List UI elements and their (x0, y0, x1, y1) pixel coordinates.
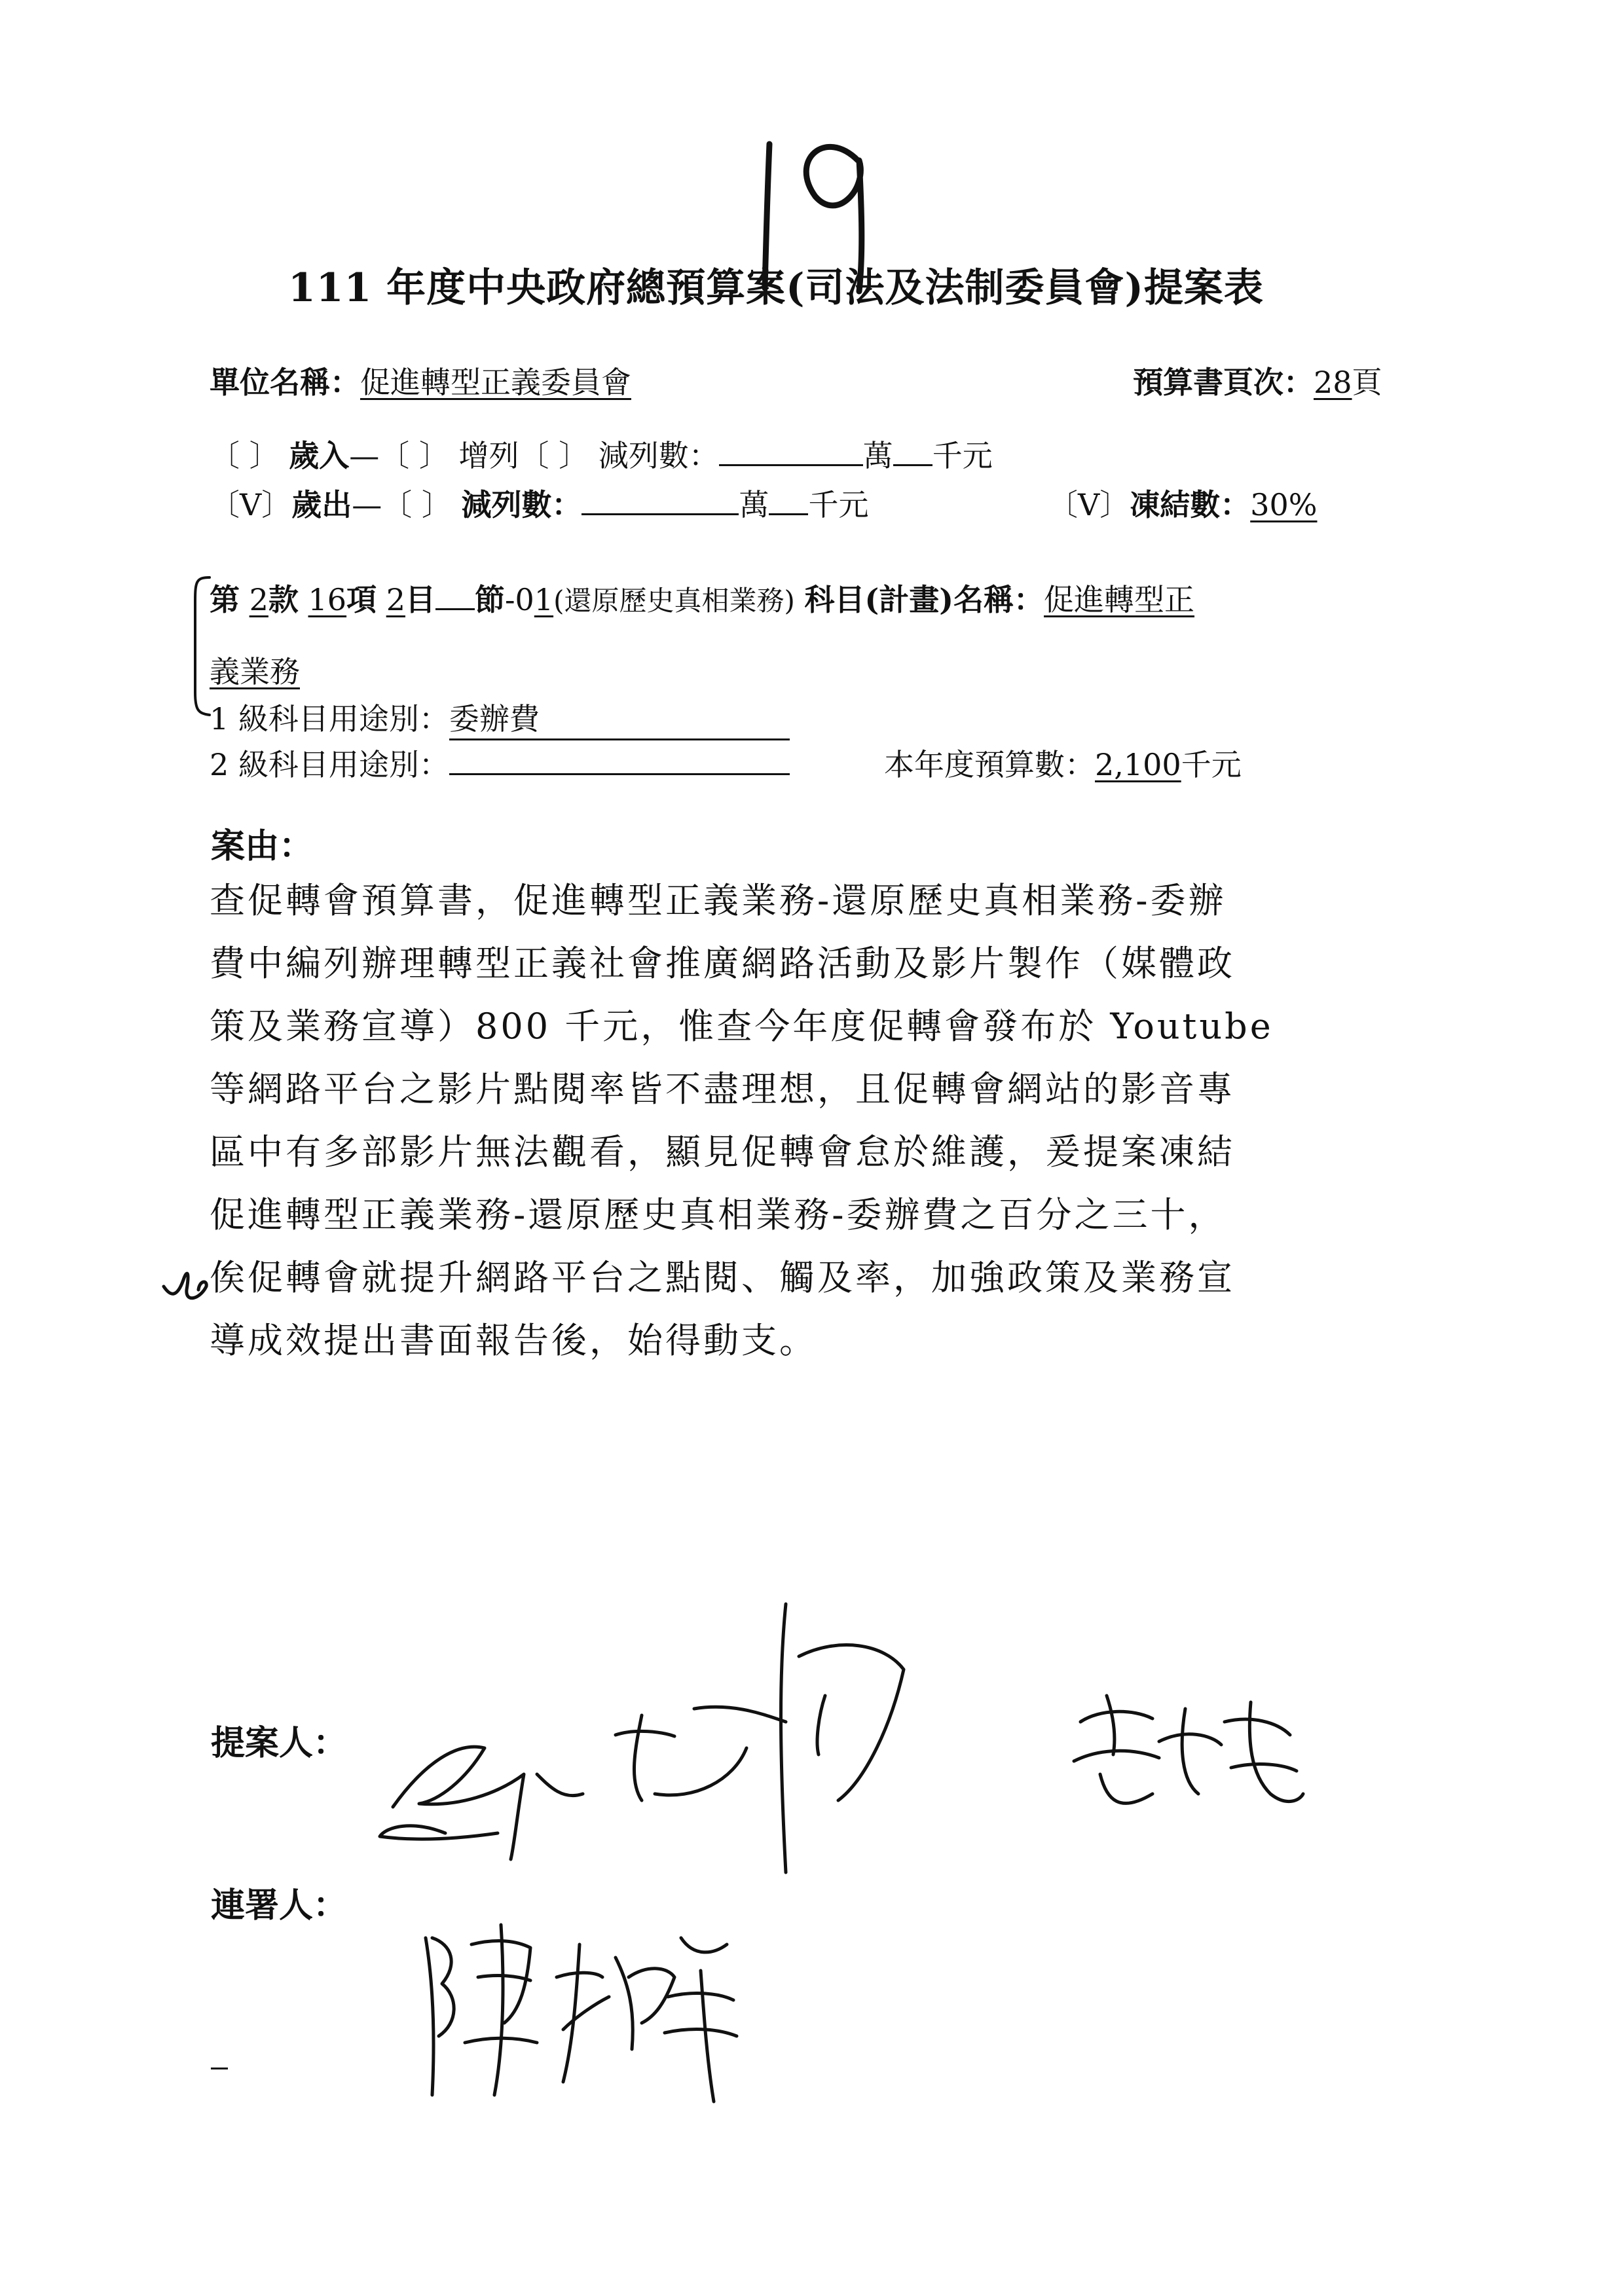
level1-field (449, 695, 790, 740)
revenue-wan: 萬 (862, 438, 893, 473)
reason-line: 區中有多部影片無法觀看，顯見促轉會怠於維護，爰提案凍結 (210, 1131, 1235, 1173)
expense-dash: — (352, 487, 382, 522)
item-jie-blank (435, 582, 475, 610)
cosigner-label: 連署人： (211, 1886, 348, 1925)
subject-continuation (210, 648, 300, 691)
item-row (210, 576, 1194, 619)
unit-row (210, 359, 631, 402)
item-mu-value: 2 (386, 582, 405, 617)
level1-row (210, 695, 790, 740)
revenue-dash: — (349, 438, 380, 473)
item-xiang: 項 (346, 582, 377, 617)
freeze-value: 30% (1250, 487, 1318, 522)
item-mu: 目 (405, 582, 435, 617)
revenue-qian-blank (893, 438, 932, 466)
revenue-cut-checkbox: 〔 〕 (519, 438, 589, 473)
freeze-group (1048, 481, 1317, 524)
annual-budget-row (884, 741, 1242, 784)
proposer-label: 提案人： (211, 1723, 348, 1763)
expense-wan: 萬 (739, 487, 769, 522)
expense-wan-blank (581, 487, 739, 515)
reason-line: 查促轉會預算書，促進轉型正義業務-還原歷史真相業務-委辦 (210, 880, 1227, 921)
level2-field (449, 746, 790, 775)
expense-cut-label: 減列數： (461, 487, 582, 522)
expense-label: 歲出 (291, 487, 352, 522)
revenue-qian: 千元 (932, 438, 993, 473)
budget-page-label: 預算書頁次： (1133, 365, 1314, 400)
reason-line: 俟促轉會就提升網路平台之點閱、觸及率，加強政策及業務宣 (210, 1257, 1235, 1298)
revenue-add-label: 增列 (458, 438, 519, 473)
annual-budget-label: 本年度預算數： (884, 747, 1095, 782)
reason-line: 費中編列辦理轉型正義社會推廣網路活動及影片製作（媒體政 (210, 943, 1235, 984)
annual-budget-unit: 千元 (1181, 747, 1242, 782)
expense-line (210, 481, 868, 524)
reason-body (210, 869, 1274, 1372)
reason-line: 等網路平台之影片點閱率皆不盡理想，且促轉會網站的影音專 (210, 1068, 1235, 1110)
proposer-signature-2 (1061, 1683, 1310, 1833)
level2-label: 2 級科目用途別： (210, 747, 449, 782)
item-code-prefix: -0 (504, 582, 534, 617)
revenue-line (210, 432, 993, 475)
expense-qian: 千元 (808, 487, 869, 522)
level1-value: 委辦費 (449, 701, 540, 737)
budget-page-suffix: 頁 (1352, 365, 1382, 400)
reason-heading: 案由： (211, 826, 314, 866)
reason-line: 導成效提出書面報告後，始得動支。 (210, 1320, 817, 1361)
level2-row (210, 741, 790, 784)
expense-cut-checkbox: 〔 〕 (382, 487, 452, 522)
item-di: 第 (210, 582, 240, 617)
revenue-add-checkbox: 〔 〕 (379, 438, 449, 473)
cosigner-signature (406, 1899, 747, 2108)
annual-budget-value: 2,100 (1095, 747, 1181, 782)
freeze-checkbox: 〔V〕 (1048, 487, 1130, 522)
reason-line: 促進轉型正義業務-還原歷史真相業務-委辦費之百分之三十， (210, 1194, 1227, 1235)
unit-label: 單位名稱： (210, 365, 360, 400)
item-xiang-value: 16 (308, 582, 347, 617)
expense-checkbox: 〔V〕 (210, 487, 292, 522)
freeze-label: 凍結數： (1130, 487, 1251, 522)
expense-qian-blank (769, 487, 808, 515)
document-title: 111 年度中央政府總預算案(司法及法制委員會)提案表 (288, 265, 1264, 311)
margin-dash (211, 2068, 228, 2069)
item-kuan: 款 (268, 582, 299, 617)
budget-page-value: 28 (1314, 365, 1352, 400)
proposer-signature-1 (367, 1584, 930, 1886)
revenue-cut-label: 減列數： (598, 438, 719, 473)
revenue-label: 歲入 (289, 438, 350, 473)
reason-line: 策及業務宣導）800 千元，惟查今年度促轉會發布於 Youtube (210, 1006, 1274, 1047)
handwritten-margin-mark (160, 1267, 213, 1306)
item-code-value: 1 (534, 582, 554, 617)
revenue-checkbox: 〔 〕 (210, 438, 280, 473)
revenue-wan-blank (719, 438, 863, 466)
unit-name: 促進轉型正義委員會 (360, 365, 631, 400)
subject-name-line1: 促進轉型正 (1044, 582, 1195, 617)
subject-label: 科目(計畫)名稱： (804, 582, 1044, 617)
item-program: (還原歷史真相業務) (553, 585, 795, 617)
subject-name-line2: 義業務 (210, 654, 300, 689)
item-jie: 節 (474, 582, 505, 617)
budget-page-row (1133, 359, 1382, 402)
item-kuan-value: 2 (249, 582, 268, 617)
level1-label: 1 級科目用途別： (210, 701, 449, 737)
